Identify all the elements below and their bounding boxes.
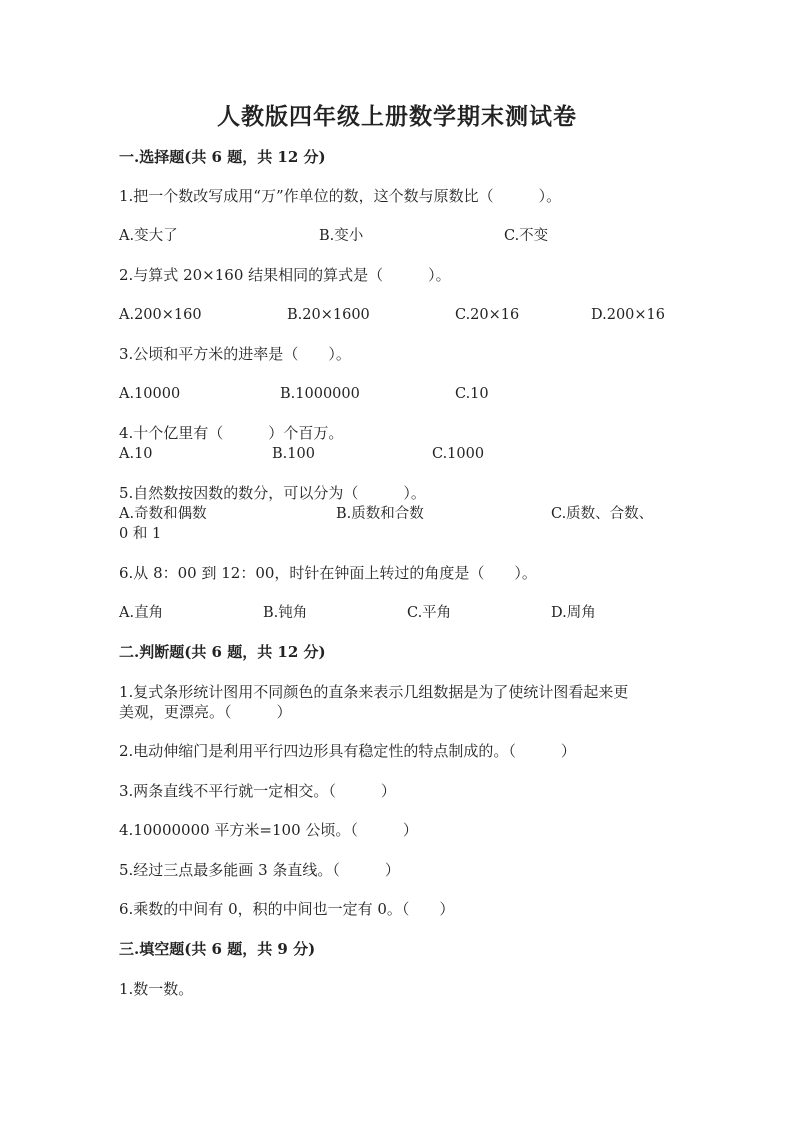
option-b: B.20×1600 [287,307,370,323]
option-b: B.100 [272,446,315,462]
option-a: A.直角 [119,605,164,621]
question-text: 2.与算式 20×160 结果相同的算式是（ ）。 [119,266,451,284]
question-text-continued: 美观，更漂亮。（ ） [119,703,292,721]
question-text: 3.公顷和平方米的进率是（ ）。 [119,345,351,363]
option-a: A.200×160 [119,307,202,323]
option-d: D.周角 [551,605,596,621]
section-heading-choice: 一.选择题(共 6 题，共 12 分) [119,148,326,166]
question-text: 1.数一数。 [119,980,194,998]
option-d: D.200×16 [591,307,665,323]
section-heading-judgment: 二.判断题(共 6 题，共 12 分) [119,643,326,661]
option-c: C.质数、合数、 [551,506,654,522]
page-title: 人教版四年级上册数学期末测试卷 [217,103,577,130]
question-text: 4.十个亿里有（ ）个百万。 [119,424,344,442]
question-text: 3.两条直线不平行就一定相交。（ ） [119,782,396,800]
section-heading-fill: 三.填空题(共 6 题，共 9 分) [119,940,316,958]
option-b: B.变小 [319,228,364,244]
question-text: 1.把一个数改写成用“万”作单位的数，这个数与原数比（ ）。 [119,187,562,205]
option-b: B.钝角 [263,605,308,621]
option-c: C.20×16 [455,307,520,323]
question-text: 5.经过三点最多能画 3 条直线。（ ） [119,861,400,879]
option-b: B.1000000 [280,386,360,402]
question-text: 1.复式条形统计图用不同颜色的直条来表示几组数据是为了使统计图看起来更 [119,683,629,701]
option-a: A.奇数和偶数 [119,506,207,522]
option-a: A.10 [119,446,153,462]
question-text: 4.10000000 平方米=100 公顷。（ ） [119,821,418,839]
option-c: C.平角 [407,605,452,621]
question-text: 6.乘数的中间有 0，积的中间也一定有 0。（ ） [119,900,455,918]
option-c: C.不变 [504,228,549,244]
option-b: B.质数和合数 [336,506,424,522]
option-a: A.10000 [119,386,181,402]
option-c: C.1000 [432,446,485,462]
question-text: 2.电动伸缩门是利用平行四边形具有稳定性的特点制成的。（ ） [119,742,576,760]
question-text: 5.自然数按因数的数分，可以分为（ ）。 [119,484,426,502]
question-text: 6.从 8：00 到 12：00，时针在钟面上转过的角度是（ ）。 [119,564,537,582]
option-continuation: 0 和 1 [119,526,162,542]
option-c: C.10 [455,386,489,402]
option-a: A.变大了 [119,228,178,244]
